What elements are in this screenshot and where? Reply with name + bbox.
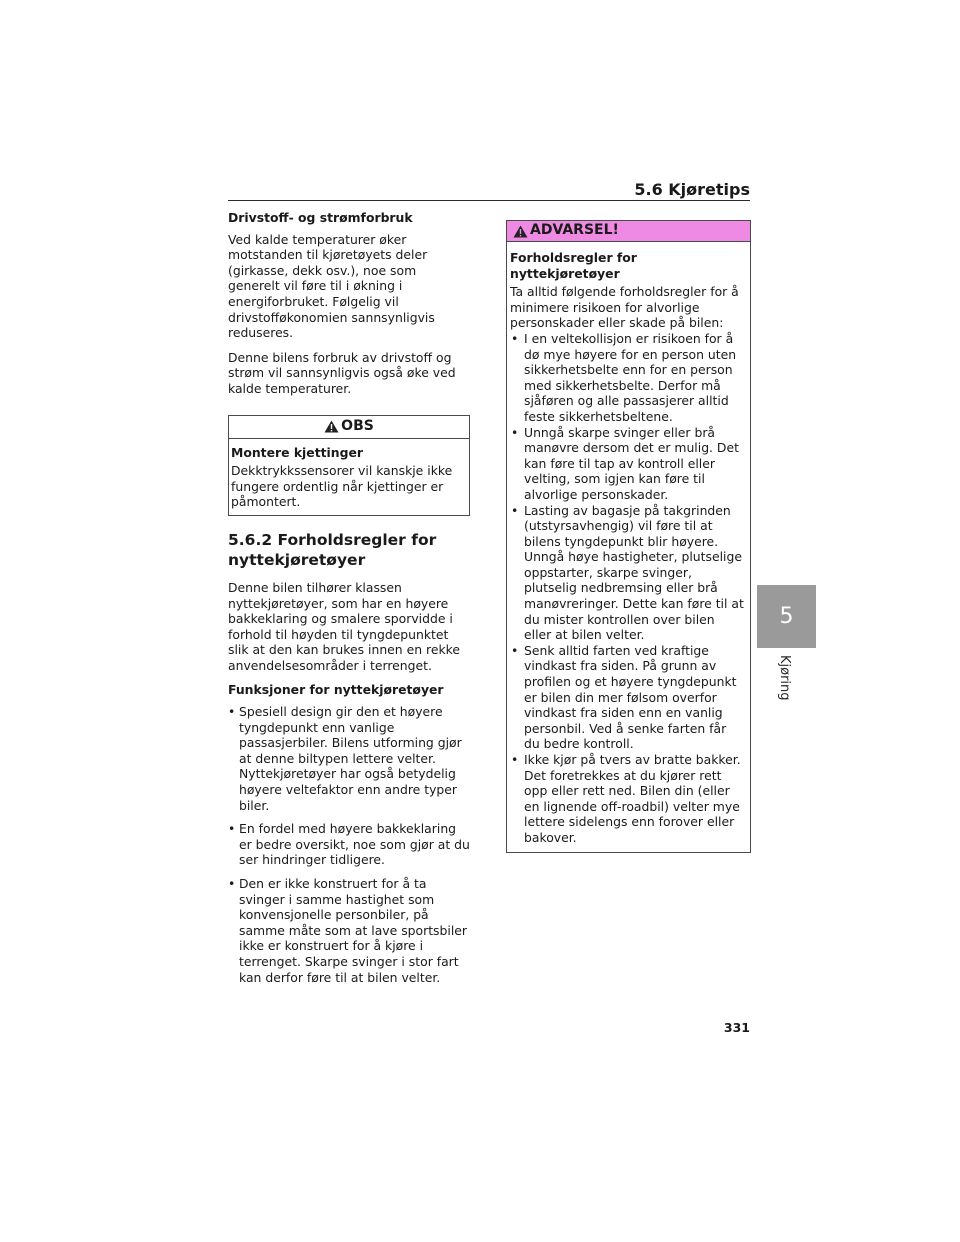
list-item: • I en veltekollisjon er risikoen for å dø mye høyere for en person uten sikkerhetsbelte enn for en person med sikkerhetsbelte. Derfor må sjåføren og alle passasjerer alltid feste sikkerhetsbeltene.: [510, 331, 744, 425]
list-item: • Unngå skarpe svinger eller brå manøvre dersom det er mulig. Det kan føre til tap av kontroll eller velting, som igjen kan føre til alvorlige personskader.: [510, 425, 744, 503]
section-heading: 5.6.2 Forholdsregler for nyttekjøretøyer: [228, 530, 437, 569]
obs-subheading: Montere kjettinger: [231, 444, 364, 460]
warning-subheading: Forholdsregler for nyttekjøretøyer: [510, 250, 637, 281]
list-item: • Senk alltid farten ved kraftige vindkast fra siden. På grunn av profilen og et høyere tyngdepunkt er bilen din mer følsom overfor vindkast fra siden enn en vanlig personbil. Ved å senke farten får du bedre kontroll.: [510, 643, 744, 752]
obs-label: OBS: [341, 417, 374, 434]
page-number: 331: [723, 1020, 750, 1035]
warning-label: ADVARSEL!: [530, 222, 619, 239]
list-item: • Lasting av bagasje på takgrinden (utstyrsavhengig) vil føre til at bilens tyngdepunkt blir høyere. Unngå høye hastigheter, plutselige oppstarter, skarpe svinger, plutselig nedbremsing eller brå manøvreringer. Dette kan føre til at du mister kontrollen over bilen eller at bilen velter.: [510, 503, 744, 643]
fuel-paragraph-1: Ved kalde temperaturer øker motstanden til kjøretøyets deler (girkasse, dekk osv.), noe som generelt vil føre til i økning i energiforbruket. Følgelig vil drivstofføkonomien sannsynligvis reduseres.: [228, 231, 435, 341]
warning-intro: Ta alltid følgende forholdsregler for å minimere risikoen for alvorlige personskader eller skade på bilen:: [510, 284, 739, 331]
fuel-heading: Drivstoff- og strømforbruk: [228, 210, 413, 225]
warning-body: [507, 242, 750, 852]
list-item: • Spesiell design gir den et høyere tyngdepunkt enn vanlige passasjerbiler. Bilens utforming gjør at denne biltypen lettere velter. Nyttekjøretøyer har også betydelig høyere veltefaktor enn andre typer biler.: [228, 704, 470, 813]
fuel-paragraph-2: Denne bilens forbruk av drivstoff og strøm vil sannsynligvis også øke ved kalde temperaturer.: [228, 349, 456, 396]
header-rule: [228, 200, 750, 201]
left-column: [228, 210, 470, 993]
warning-triangle-icon: [324, 420, 339, 433]
warning-box: [506, 220, 751, 853]
list-item: • En fordel med høyere bakkeklaring er bedre oversikt, noe som gjør at du ser hindringer tidligere.: [228, 821, 470, 868]
functions-list: [228, 704, 470, 985]
obs-box: [228, 415, 470, 516]
functions-heading: Funksjoner for nyttekjøretøyer: [228, 682, 444, 698]
obs-body: [229, 439, 469, 515]
warning-triangle-icon: [513, 225, 528, 238]
obs-header: [229, 416, 469, 439]
obs-text: Dekktrykkssensorer vil kanskje ikke fungere ordentlig når kjettinger er påmontert.: [231, 463, 453, 510]
chapter-tab[interactable]: [757, 585, 816, 648]
warning-header: [507, 221, 750, 242]
list-item: • Den er ikke konstruert for å ta svinger i samme hastighet som konvensjonelle personbiler, på samme måte som at lave sportsbiler ikke er konstruert for å kjøre i terrenget. Skarpe svinger i stor fart kan derfor føre til at bilen velter.: [228, 876, 470, 985]
section-intro: Denne bilen tilhører klassen nyttekjøretøyer, som har en høyere bakkeklaring og smalere sporvidde i forhold til høyden til tyngdepunktet slik at den kan brukes innen en rekke anvendelsesområder i terrenget.: [228, 579, 460, 673]
chapter-number: 5: [779, 604, 794, 629]
list-item: • Ikke kjør på tvers av bratte bakker. Det foretrekkes at du kjører rett opp eller rett ned. Bilen din (eller en lignende off-roadbil) velter mye lettere sidelengs enn forover eller bakover.: [510, 752, 744, 846]
chapter-name: Kjøring: [777, 655, 792, 701]
section-header-title: 5.6 Kjøretips: [634, 180, 750, 199]
warning-list: [510, 331, 744, 846]
